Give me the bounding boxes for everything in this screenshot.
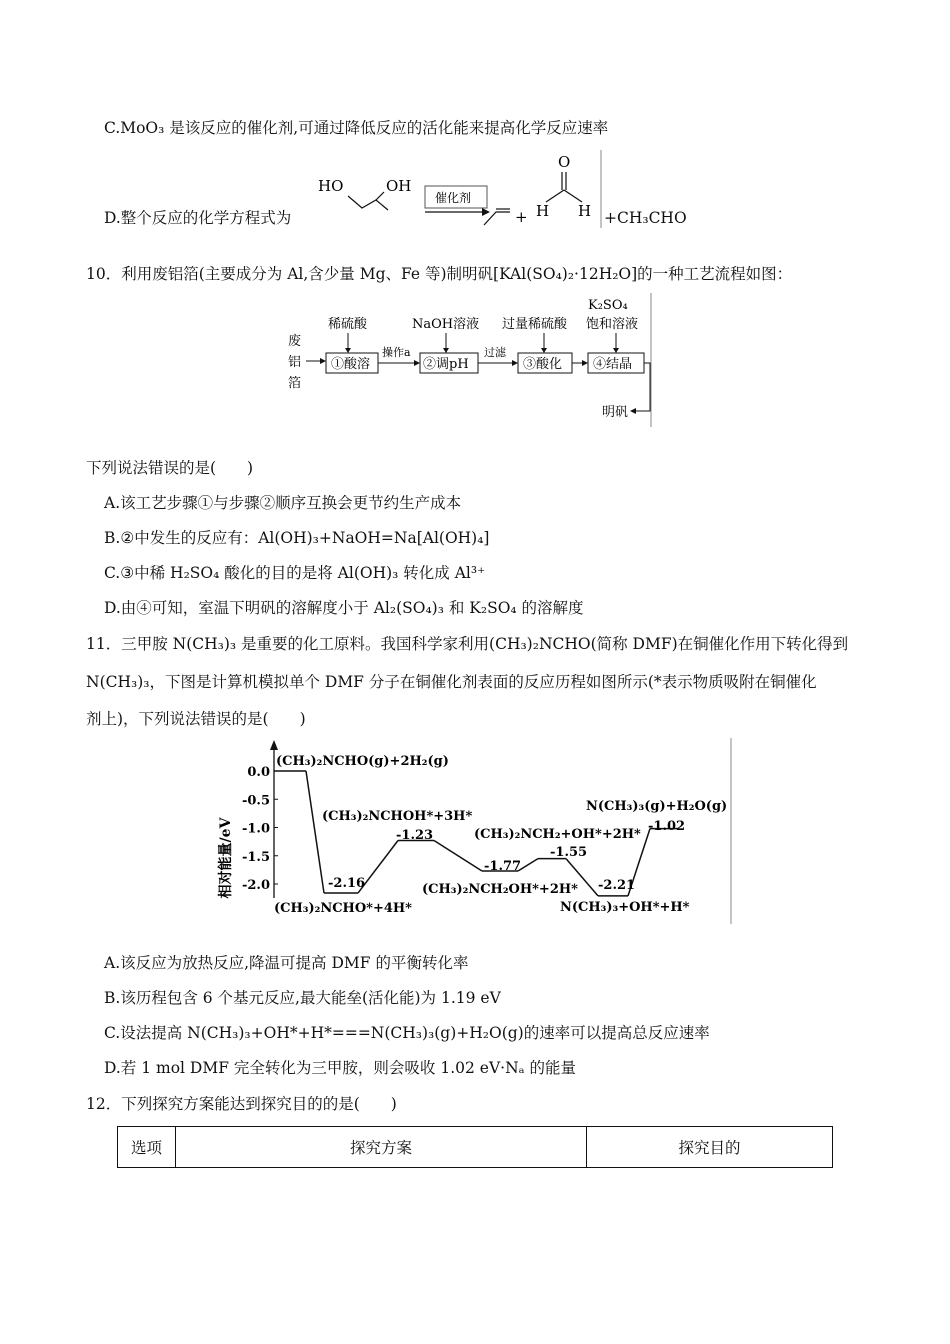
q10-ask: 下列说法错误的是( ) [86, 459, 254, 477]
q10-option-d: D.由④可知，室温下明矾的溶解度小于 Al₂(SO₄)₃ 和 K₂SO₄ 的溶解度 [104, 599, 584, 617]
flow-start-3: 箔 [288, 376, 302, 391]
table-header-option: 选项 [118, 1127, 176, 1168]
q9-option-d-prefix: D.整个反应的化学方程式为 [104, 209, 292, 227]
q11-option-b: B.该历程包含 6 个基元反应,最大能垒(活化能)为 1.19 eV [104, 989, 501, 1007]
flow-product: 明矾 [602, 405, 629, 420]
flow-start-2: 铝 [288, 355, 302, 370]
species-label: (CH₃)₂NCH₂+OH*+2H* [474, 827, 641, 842]
y-tick-label: -0.5 [241, 793, 270, 809]
flow-reagent-2: NaOH溶液 [412, 317, 480, 332]
energy-profile-chart [210, 738, 740, 926]
catalyst-label: 催化剂 [435, 191, 472, 205]
energy-connector [306, 771, 324, 893]
q11-stem-line3: 剂上)，下列说法错误的是( ) [86, 710, 306, 728]
table-header-row [118, 1127, 833, 1168]
plus-sign: + [515, 208, 528, 226]
data-label: -2.21 [598, 878, 636, 893]
q10-option-c: C.③中稀 H₂SO₄ 酸化的目的是将 Al(OH)₃ 转化成 Al³⁺ [104, 564, 486, 582]
flow-filter: 过滤 [484, 346, 506, 359]
species-label: (CH₃)₂NCH₂OH*+2H* [422, 882, 578, 897]
flow-reagent-4-line1: K₂SO₄ [588, 298, 628, 313]
flow-step-3: ③酸化 [523, 357, 563, 372]
species-label: (CH₃)₂NCHOH*+3H* [322, 809, 473, 824]
q10-option-b: B.②中发生的反应有：Al(OH)₃+NaOH=Na[Al(OH)₄] [104, 529, 490, 547]
y-axis-label: 相对能量/eV [218, 817, 234, 899]
flow-reagent-4-line2: 饱和溶液 [586, 317, 639, 332]
diol-skeleton [348, 196, 388, 210]
species-label: (CH₃)₂NCHO*+4H* [274, 901, 412, 916]
species-label: N(CH₃)₃(g)+H₂O(g) [586, 799, 728, 814]
data-label: -1.02 [648, 819, 686, 834]
q10-option-a: A.该工艺步骤①与步骤②顺序互换会更节约生产成本 [104, 494, 462, 512]
alkene-skeleton [484, 212, 510, 225]
q11-option-c: C.设法提高 N(CH₃)₃+OH*+H*===N(CH₃)₃(g)+H₂O(g)的速率可以提高总反应速率 [104, 1024, 710, 1042]
q11-stem-line1: 11．三甲胺 N(CH₃)₃ 是重要的化工原料。我国科学家利用(CH₃)₂NCHO(简称 DMF)在铜催化作用下转化得到 [86, 635, 849, 653]
q12-stem: 12．下列探究方案能达到探究目的的是( ) [86, 1095, 397, 1113]
y-tick-label: 0.0 [247, 765, 270, 780]
flow-op-a: 操作a [382, 346, 411, 359]
species-label: N(CH₃)₃+OH*+H* [560, 900, 690, 915]
flow-reagent-1: 稀硫酸 [328, 317, 368, 332]
q9-option-d-tail: +CH₃CHO [604, 209, 687, 227]
process-flow-diagram [280, 293, 660, 429]
data-label: -2.16 [328, 876, 366, 891]
oh-label: OH [386, 177, 412, 195]
energy-connector [434, 840, 482, 871]
q12-table [117, 1126, 833, 1168]
data-label: -1.55 [550, 845, 588, 860]
y-tick-label: -2.0 [241, 878, 270, 893]
data-label: -1.23 [396, 828, 434, 843]
oxygen-label: O [558, 153, 571, 171]
table-header-plan: 探究方案 [176, 1127, 587, 1168]
q11-option-a: A.该反应为放热反应,降温可提高 DMF 的平衡转化率 [104, 954, 469, 972]
h-right-label: H [578, 202, 592, 220]
flow-start-1: 废 [288, 334, 302, 349]
data-label: -1.77 [484, 859, 522, 874]
flow-step-4: ④结晶 [593, 357, 633, 372]
y-tick-label: -1.5 [241, 849, 270, 865]
q11-option-d: D.若 1 mol DMF 完全转化为三甲胺，则会吸收 1.02 eV·Nₐ 的能量 [104, 1059, 577, 1077]
species-label: (CH₃)₂NCHO(g)+2H₂(g) [276, 754, 449, 769]
h-left-label: H [536, 202, 550, 220]
q10-stem: 10．利用废铝箔(主要成分为 Al,含少量 Mg、Fe 等)制明矾[KAl(SO₄)₂·12H₂O]的一种工艺流程如图： [86, 265, 793, 283]
ho-label: HO [318, 177, 344, 195]
q9-option-c: C.MoO₃ 是该反应的催化剂,可通过降低反应的活化能来提高化学反应速率 [104, 119, 609, 137]
q11-stem-line2: N(CH₃)₃，下图是计算机模拟单个 DMF 分子在铜催化剂表面的反应历程如图所示(*表示物质吸附在铜催化 [86, 673, 817, 691]
flow-reagent-3: 过量稀硫酸 [502, 317, 568, 332]
flow-step-1: ①酸溶 [331, 357, 371, 372]
table-header-purpose: 探究目的 [587, 1127, 833, 1168]
y-tick-label: -1.0 [241, 821, 270, 837]
flow-step-2: ②调pH [423, 357, 469, 372]
